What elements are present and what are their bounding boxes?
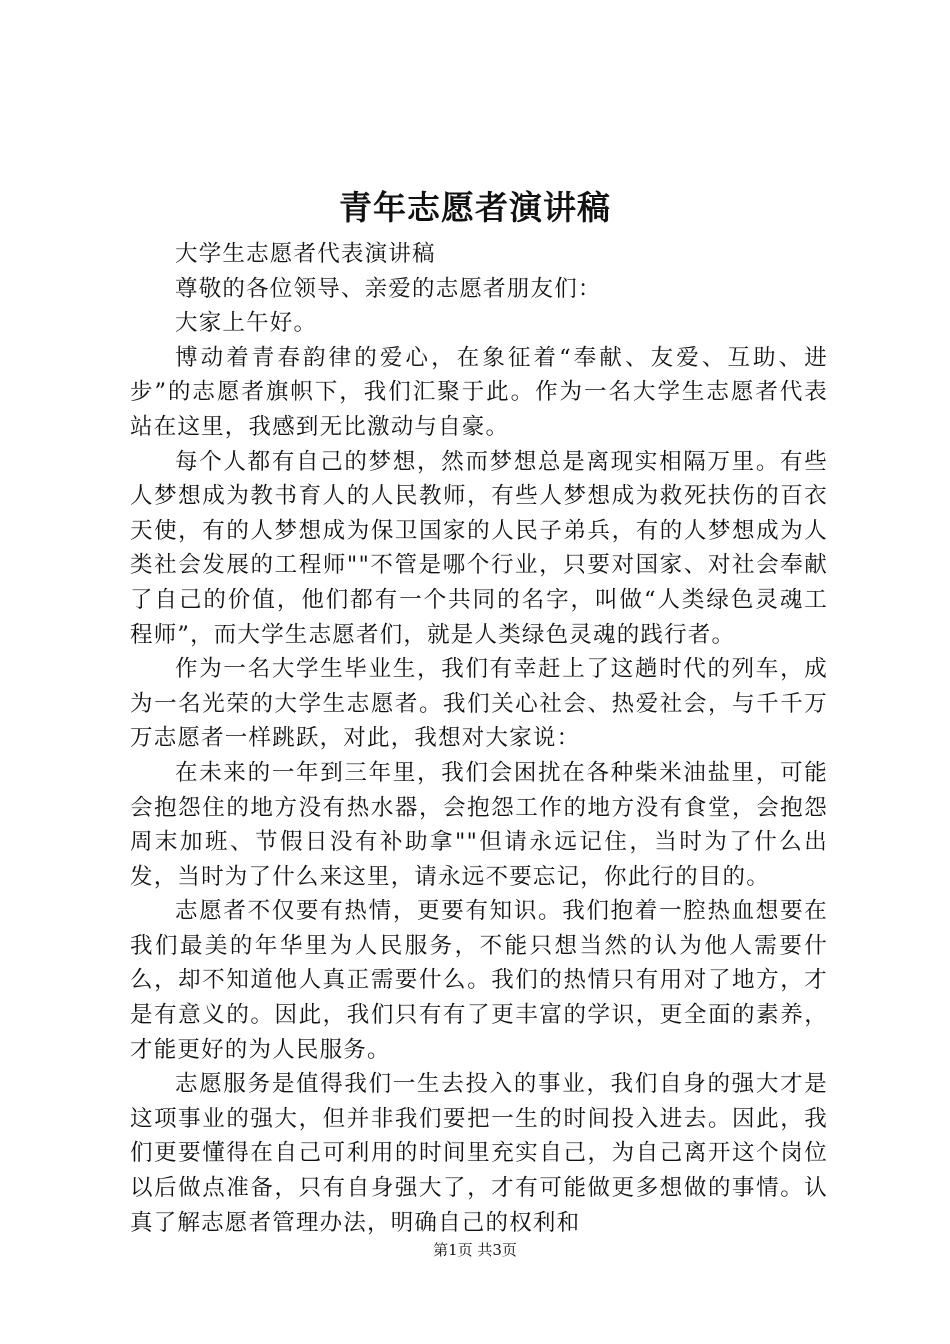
paragraph-salutation: 尊敬的各位领导、亲爱的志愿者朋友们： <box>175 275 602 302</box>
paragraph-subtitle: 大学生志愿者代表演讲稿 <box>175 241 436 267</box>
paragraph: 志愿者不仅要有热情，更要有知识。我们抱着一腔热血想要在我们最美的年华里为人民服务，不能只想当然的认为他人需要什么，却不知道他人真正需要什么。我们的热情只有用对了地方，才是有意义的。因此，我们只有有了更丰富的学识，更全面的素养，才能更好的为人民服务。 <box>130 898 828 1063</box>
paragraph: 每个人都有自己的梦想，然而梦想总是离现实相隔万里。有些人梦想成为教书育人的人民教师，有些人梦想成为救死扶伤的百衣天使，有的人梦想成为保卫国家的人民子弟兵，有的人梦想成为人类社会发展的工程师""不管是哪个行业，只要对国家、对社会奉献了自己的价值，他们都有一个共同的名字，叫做“人类绿色灵魂工程师”，而大学生志愿者们，就是人类绿色灵魂的践行者。 <box>130 448 828 648</box>
paragraph: 在未来的一年到三年里，我们会困扰在各种柴米油盐里，可能会抱怨住的地方没有热水器，会抱怨工作的地方没有食堂，会抱怨周末加班、节假日没有补助拿""但请永远记住，当时为了什么出发，当时为了什么来这里，请永远不要忘记，你此行的目的。 <box>130 759 828 890</box>
document-title: 青年志愿者演讲稿 <box>339 188 611 227</box>
paragraph-greeting: 大家上午好。 <box>175 310 318 337</box>
paragraph: 志愿服务是值得我们一生去投入的事业，我们自身的强大才是这项事业的强大，但并非我们要把一生的时间投入进去。因此，我们更要懂得在自己可利用的时间里充实自己，为自己离开这个岗位以后做点准备，只有自身强大了，才有可能做更多想做的事情。认真了解志愿者管理办法，明确自己的权利和 <box>130 1071 828 1236</box>
document-body <box>130 237 828 1240</box>
paragraph: 博动着青春韵律的爱心，在象征着“奉献、友爱、互助、进步”的志愿者旗帜下，我们汇聚于此。作为一名大学生志愿者代表站在这里，我感到无比激动与自豪。 <box>130 344 828 440</box>
page-footer: 第1页 共3页 <box>433 1241 517 1259</box>
paragraph: 作为一名大学生毕业生，我们有幸赶上了这趟时代的列车，成为一名光荣的大学生志愿者。我们关心社会、热爱社会，与千千万万志愿者一样跳跃，对此，我想对大家说： <box>130 656 828 752</box>
